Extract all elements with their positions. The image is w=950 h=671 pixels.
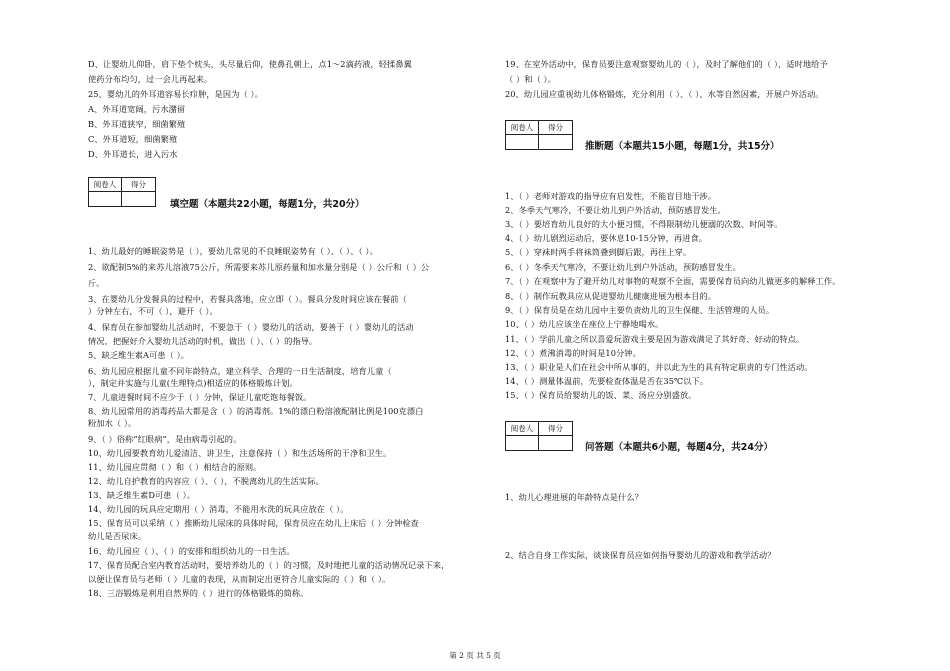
fill-line: 16、幼儿园应（ ）、（ ）的安排和组织幼儿的一日生活。 xyxy=(88,546,295,556)
reviewer-cell[interactable] xyxy=(506,436,539,450)
judge-line: 2、冬季天气寒冷，不要让幼儿到户外活动，预防感冒发生。 xyxy=(505,205,726,215)
fill-line: 20、幼儿园应重视幼儿体格锻炼，充分利用（ ）、（ ）、水等自然因素，开展户外活动。 xyxy=(505,89,824,99)
fill-line: 17、保育员配合室内教育活动时，要培养幼儿的（ ）的习惯，及时地把儿童的活动情况记录下来， xyxy=(88,560,450,570)
reviewer-label: 阅卷人 xyxy=(506,121,539,135)
judge-line: 11、（ ）学前儿童之所以喜爱玩游戏主要是因为游戏满足了其好奇、好动的特点。 xyxy=(505,334,805,344)
fill-line: 7、儿童进餐时间不应少于（ ）分钟，保证儿童吃饱每餐饭。 xyxy=(88,392,312,402)
score-label: 得分 xyxy=(539,121,572,135)
reviewer-cell[interactable] xyxy=(506,135,539,149)
fill-line: 6、幼儿园应根据儿童不同年龄特点，建立科学、合理的一日生活制度，培育儿童（ xyxy=(88,366,392,376)
fill-line: 1、幼儿最好的睡眠姿势是（ ），要幼儿常见的不良睡眠姿势有（ ）、（ ）、（ ）。 xyxy=(88,246,378,256)
fill-line: 18、三浴锻炼是利用自然界的（ ）进行的体格锻炼的简称。 xyxy=(88,588,309,598)
fill-line: 12、幼儿自护教育的内容应（ ）、（ ），不脱离幼儿的生活实际。 xyxy=(88,476,324,486)
judge-line: 6、（ ）冬季天气寒冷，不要让幼儿到户外活动，预防感冒发生。 xyxy=(505,262,741,272)
qa-line: 1、幼儿心理进展的年龄特点是什么？ xyxy=(505,492,643,502)
fill-line: 9、（ ）俗称“红眼病”，是由病毒引起的。 xyxy=(88,434,242,444)
score-label: 得分 xyxy=(539,422,572,436)
judge-line: 14、（ ）测量体温前，先要检查体温是否在35℃以下。 xyxy=(505,376,709,386)
option-line: D、外耳道长，进入污水 xyxy=(88,149,178,159)
fill-line: 3、在婴幼儿分发餐具的过程中，若餐具落地，应立即（ ）。餐具分发时间应该在餐前（ xyxy=(88,294,407,304)
fill-line: 幼儿是否尿床。 xyxy=(88,531,147,541)
judge-line: 9、（ ）保育员是在幼儿园中主要负责幼儿的卫生保健、生活管理的人员。 xyxy=(505,305,775,315)
reviewer-cell[interactable] xyxy=(89,192,122,206)
judge-line: 5、（ ）穿袜时两手将袜筒叠到脚后跟，再往上穿。 xyxy=(505,247,692,257)
judge-line: 13、（ ）职业是人们在社会中所从事的，并以此为生的具有特定职责的专门性活动。 xyxy=(505,362,813,372)
fill-line: 5、缺乏维生素A可患（ ）。 xyxy=(88,350,190,360)
fill-line: （ ）和（ ）。 xyxy=(505,74,557,84)
option-line: A、外耳道宽阔，污水潴留 xyxy=(88,104,186,114)
score-cell[interactable] xyxy=(539,436,572,450)
reviewer-label: 阅卷人 xyxy=(506,422,539,436)
fill-line: 15、保育员可以采纳（ ）推断幼儿尿床的具体时间，保育员应在幼儿上床后（ ）分钟检查 xyxy=(88,518,419,528)
fill-line: 2、欲配制5%的来苏儿溶液75公斤，所需要来苏儿原药量和加水量分别是（ ）公斤和（ ）公 xyxy=(88,262,430,272)
reviewer-label: 阅卷人 xyxy=(89,178,122,192)
fill-line: 斤。 xyxy=(88,278,105,288)
score-cell[interactable] xyxy=(539,135,572,149)
fill-line: 情况，把握好介入婴幼儿活动的时机，做出（ ）、（ ）的指导。 xyxy=(88,336,318,346)
score-box xyxy=(505,421,573,451)
judge-section-title: 推断题（本题共15小题，每题1分，共15分） xyxy=(585,141,780,152)
fill-line: 13、缺乏维生素D可患（ ）。 xyxy=(88,490,196,500)
fill-line: 11、幼儿园应贯彻（ ）和（ ）相结合的原则。 xyxy=(88,462,262,472)
fill-line: 4、保育员在参加婴幼儿活动时，不要急于（ ）婴幼儿的活动，要善于（ ）婴幼儿的活动 xyxy=(88,322,414,332)
judge-line: 1、（ ）老师对游戏的指导应有启发性，不能盲目地干涉。 xyxy=(505,191,717,201)
question-line: 使药分布均匀，过一会儿再起来。 xyxy=(88,74,213,84)
score-box xyxy=(505,120,573,150)
fill-line: ），制定并实施与儿童(生理特点)相适应的体格锻炼计划。 xyxy=(88,378,298,388)
score-label: 得分 xyxy=(122,178,155,192)
judge-line: 8、（ ）制作玩教具应从促进婴幼儿健康进展为根本目的。 xyxy=(505,291,717,301)
fill-line: 10、幼儿园要教育幼儿爱清洁、讲卫生，注意保持（ ）和生活场所的干净和卫生。 xyxy=(88,448,392,458)
judge-line: 15、（ ）保育员给婴幼儿的饭、菜、汤应分别盛放。 xyxy=(505,390,697,400)
fill-line: ）分钟左右，不可（ ），避开（ ）。 xyxy=(88,306,218,316)
option-line: C、外耳道短，细菌繁殖 xyxy=(88,134,178,144)
fill-blank-section-title: 填空题（本题共22小题，每题1分，共20分） xyxy=(170,199,365,210)
question-line: 25、婴幼儿的外耳道容易长疖肿，是因为（ ）。 xyxy=(88,89,263,99)
judge-line: 4、（ ）幼儿剧烈运动后，要休息10-15分钟，再进食。 xyxy=(505,233,708,243)
qa-line: 2、结合自身工作实际，谈谈保育员应如何指导婴幼儿的游戏和教学活动？ xyxy=(505,550,776,560)
judge-line: 10、（ ）幼儿应该坐在座位上宁静地喝水。 xyxy=(505,319,664,329)
score-cell[interactable] xyxy=(122,192,155,206)
page-footer: 第 2 页 共 5 页 xyxy=(449,651,501,660)
judge-line: 12、（ ）煮沸消毒的时间是10分钟。 xyxy=(505,348,641,358)
judge-line: 3、（ ）要培育幼儿良好的大小便习惯，不得限制幼儿便溺的次数、时间等。 xyxy=(505,219,783,229)
fill-line: 19、在室外活动中，保育员要注意观察婴幼儿的（ ），及时了解他们的（ ），适时地给予 xyxy=(505,59,828,69)
question-line: D、让婴幼儿仰卧，肩下垫个枕头，头尽量后仰，使鼻孔朝上，点1～2滴药液，轻揉鼻翼 xyxy=(88,59,412,69)
fill-line: 以便让保育员与老师（ ）儿童的表现，从而制定出更符合儿童实际的（ ）和（ ）。 xyxy=(88,574,391,584)
fill-line: 粉加水（ ）。 xyxy=(88,418,137,428)
qa-section-title: 问答题（本题共6小题，每题4分，共24分） xyxy=(585,442,773,453)
fill-line: 8、幼儿园常用的消毒药品大都是含（ ）的消毒剂。1%的漂白粉溶液配制比例是100克漂白 xyxy=(88,406,424,416)
score-box xyxy=(88,177,156,207)
option-line: B、外耳道狭窄，细菌繁殖 xyxy=(88,119,186,129)
judge-line: 7、（ ）在观察中为了避开幼儿对事物的观察不全面，需要保育员向幼儿做更多的解释工作。 xyxy=(505,276,841,286)
fill-line: 14、幼儿园的玩具应定期用（ ）消毒，不能用水洗的玩具应放在（ ）。 xyxy=(88,504,349,514)
